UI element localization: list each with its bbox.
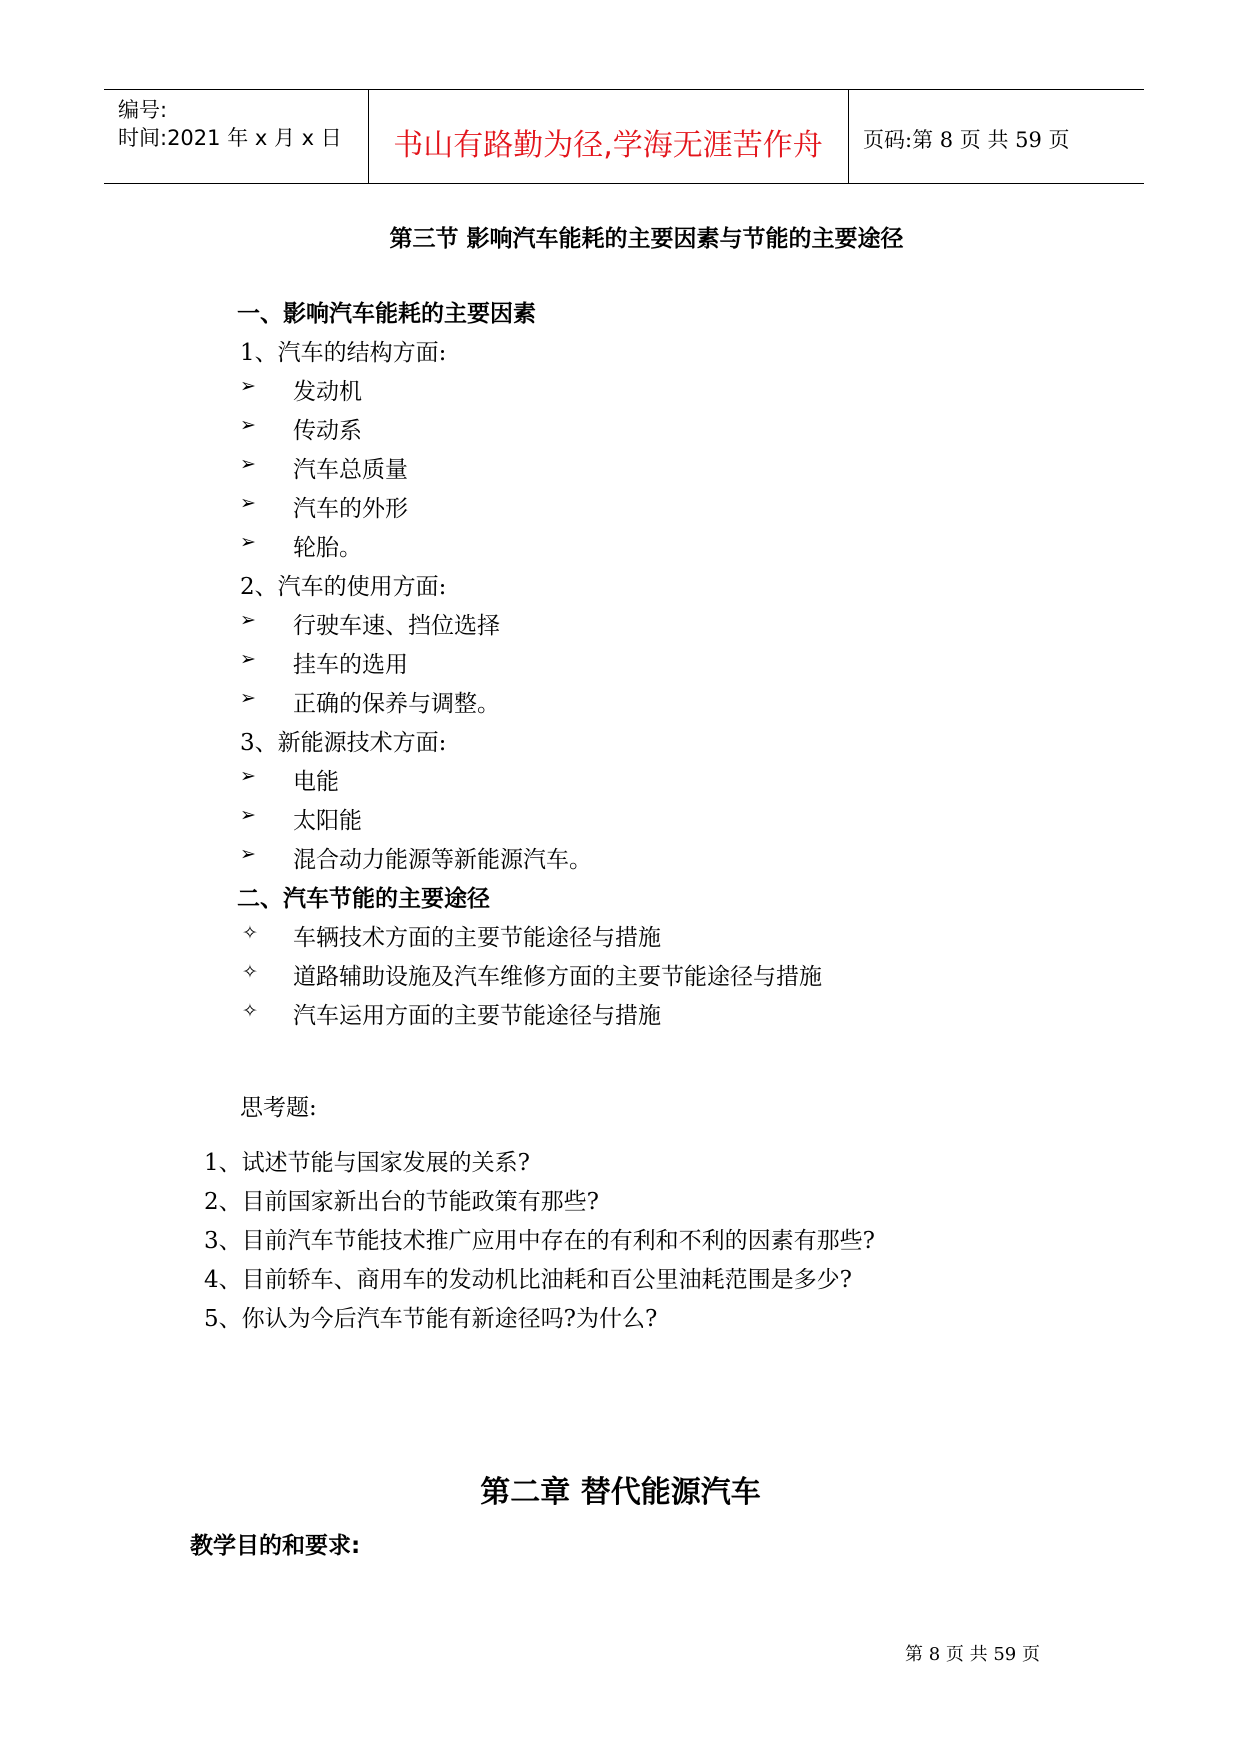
header-left-cell (104, 90, 369, 183)
list-item: 电能 (293, 769, 339, 795)
section-title: 第三节 影响汽车能耗的主要因素与节能的主要途径 (389, 226, 904, 252)
list-item: 车辆技术方面的主要节能途径与措施 (293, 925, 661, 951)
list-item: 汽车运用方面的主要节能途径与措施 (293, 1003, 661, 1029)
list-item: 汽车总质量 (293, 457, 408, 483)
chapter-title: 第二章 替代能源汽车 (480, 1475, 761, 1510)
arrow-bullet-icon: ➢ (240, 453, 256, 475)
list-item: 传动系 (293, 418, 362, 444)
question-item: 5、你认为今后汽车节能有新途径吗?为什么? (204, 1306, 658, 1332)
star-bullet-icon: ✧ (242, 961, 258, 983)
list-item: 行驶车速、挡位选择 (293, 613, 500, 639)
page-number-label: 页码:第 8 页 共 59 页 (863, 128, 1070, 152)
star-bullet-icon: ✧ (242, 922, 258, 944)
arrow-bullet-icon: ➢ (240, 687, 256, 709)
question-item: 1、试述节能与国家发展的关系? (204, 1150, 530, 1176)
list-item: 轮胎。 (293, 535, 362, 561)
list-item: 挂车的选用 (293, 652, 408, 678)
list-item: 发动机 (293, 379, 362, 405)
list-item: 道路辅助设施及汽车维修方面的主要节能途径与措施 (293, 964, 822, 990)
question-item: 3、目前汽车节能技术推广应用中存在的有利和不利的因素有那些? (204, 1228, 875, 1254)
arrow-bullet-icon: ➢ (240, 375, 256, 397)
motto: 书山有路勤为径,学海无涯苦作舟 (393, 128, 823, 163)
header-table (104, 89, 1144, 184)
list-item: 太阳能 (293, 808, 362, 834)
star-bullet-icon: ✧ (242, 1000, 258, 1022)
arrow-bullet-icon: ➢ (240, 531, 256, 553)
arrow-bullet-icon: ➢ (240, 804, 256, 826)
question-item: 4、目前轿车、商用车的发动机比油耗和百公里油耗范围是多少? (204, 1267, 852, 1293)
part2-heading: 二、汽车节能的主要途径 (237, 886, 490, 912)
arrow-bullet-icon: ➢ (240, 414, 256, 436)
group-title: 3、新能源技术方面: (240, 730, 447, 756)
header-right-cell (849, 90, 1144, 183)
date-label: 时间:2021 年 x 月 x 日 (118, 126, 342, 150)
part1-heading: 一、影响汽车能耗的主要因素 (237, 301, 536, 327)
arrow-bullet-icon: ➢ (240, 492, 256, 514)
header-middle-cell (368, 90, 849, 183)
list-item: 正确的保养与调整。 (293, 691, 500, 717)
group-title: 1、汽车的结构方面: (240, 340, 447, 366)
list-item: 混合动力能源等新能源汽车。 (293, 847, 592, 873)
arrow-bullet-icon: ➢ (240, 609, 256, 631)
questions-label: 思考题: (240, 1095, 317, 1121)
list-item: 汽车的外形 (293, 496, 408, 522)
arrow-bullet-icon: ➢ (240, 765, 256, 787)
page-footer: 第 8 页 共 59 页 (905, 1644, 1040, 1665)
goal-heading: 教学目的和要求: (190, 1533, 361, 1559)
document-number-label: 编号: (118, 98, 168, 122)
question-item: 2、目前国家新出台的节能政策有那些? (204, 1189, 599, 1215)
group-title: 2、汽车的使用方面: (240, 574, 447, 600)
arrow-bullet-icon: ➢ (240, 843, 256, 865)
arrow-bullet-icon: ➢ (240, 648, 256, 670)
